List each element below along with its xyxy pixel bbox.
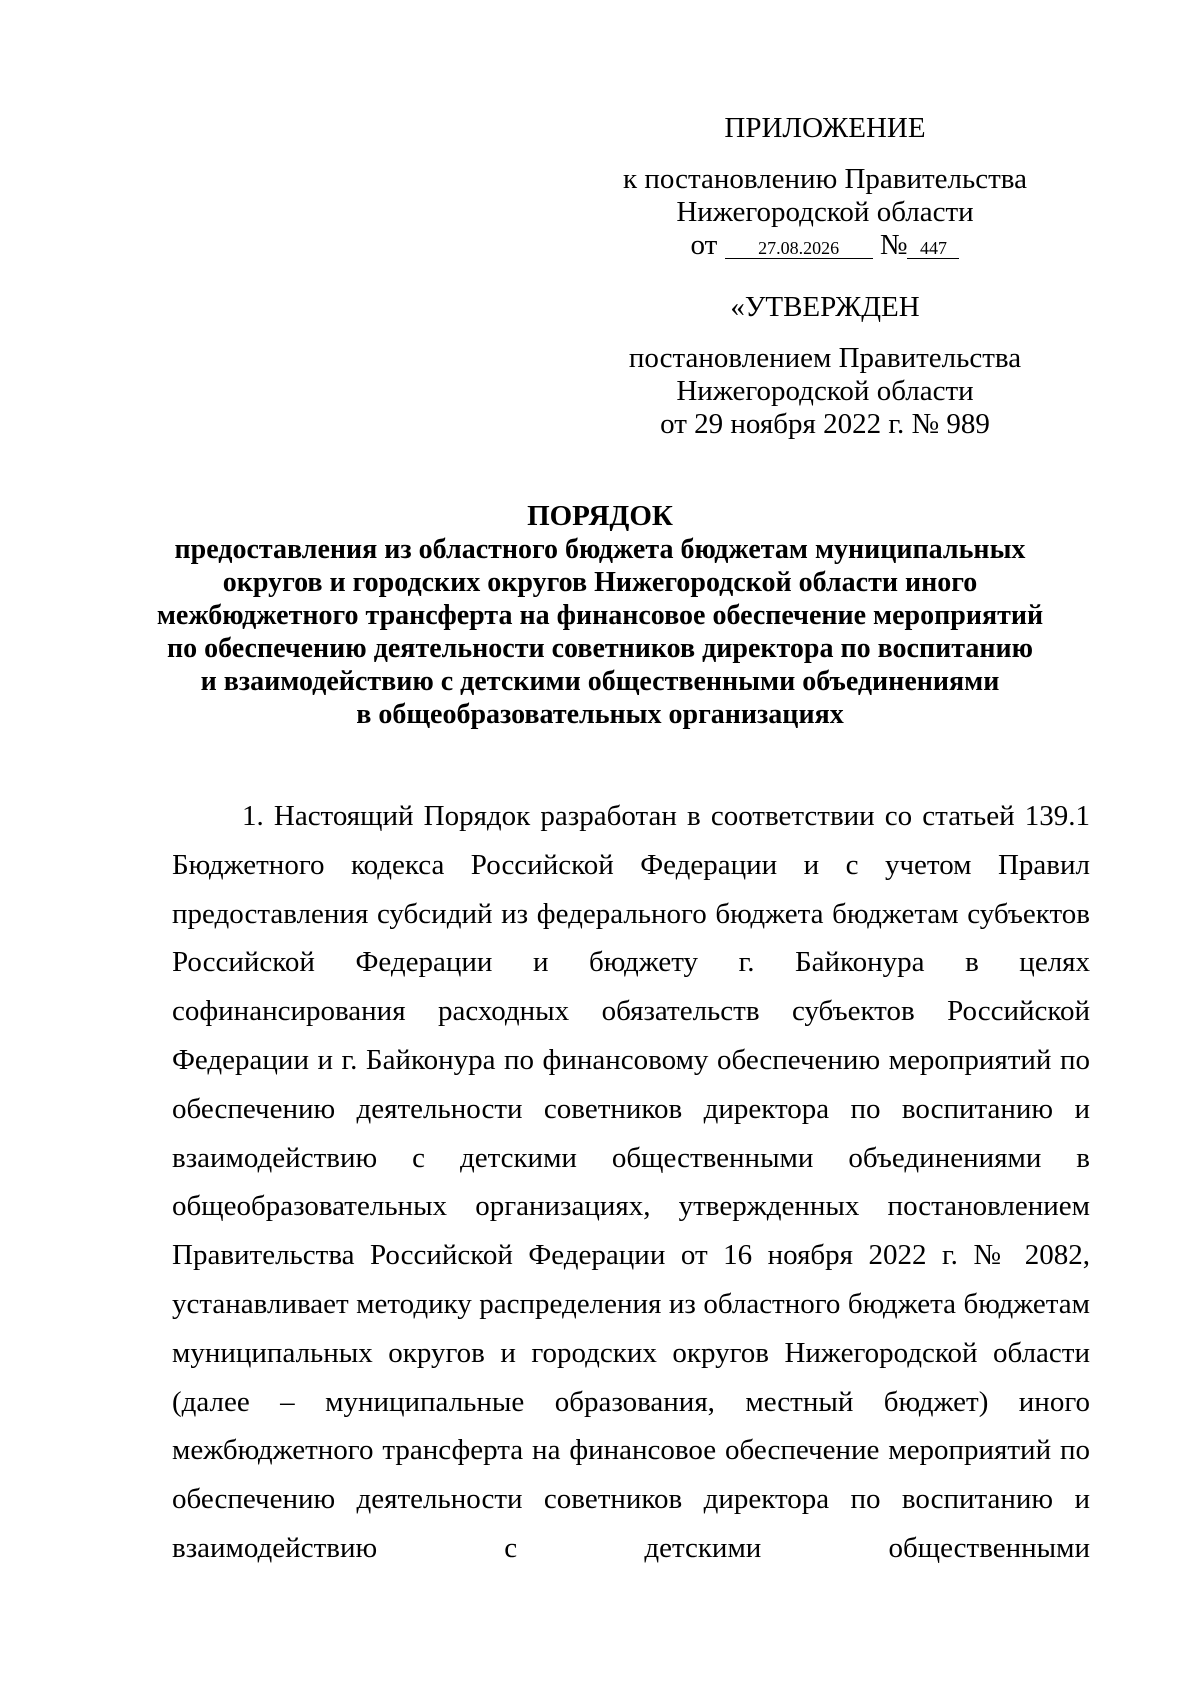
- paragraph-1: 1. Настоящий Порядок разработан в соответствии со статьей 139.1 Бюджетного кодекса Российской Федерации и с учетом Правил предоставления субсидий из федерального бюджета бюджетам субъектов Российской Федерации и бюджету г. Байконура в целях софинансирования расходных обязательств субъектов Российской Федерации и г. Байконура по финансовому обеспечению мероприятий по обеспечению деятельности советников директора по воспитанию и взаимодействию с детскими общественными объединениями в общеобразовательных организациях, утвержденных постановлением Правительства Российской Федерации от 16 ноября 2022 г. № 2082, устанавливает методику распределения из областного бюджета бюджетам муниципальных округов и городских округов Нижегородской области (далее – муниципальные образования, местный бюджет) иного межбюджетного трансферта на финансовое обеспечение мероприятий по обеспечению деятельности советников директора по воспитанию и взаимодействию с детскими общественными: [172, 800, 1090, 1564]
- document-title-line: округов и городских округов Нижегородской области иного: [222, 567, 978, 598]
- number-field: 447: [907, 238, 959, 259]
- document-title-main: ПОРЯДОК: [527, 500, 673, 532]
- document-title-line: предоставления из областного бюджета бюджетам муниципальных: [174, 534, 1026, 565]
- appendix-header: [620, 112, 1030, 262]
- document-title-line: в общеобразовательных организациях: [356, 699, 844, 730]
- appendix-date-line: [620, 229, 1030, 262]
- approved-title: «УТВЕРЖДЕН: [730, 291, 920, 323]
- document-title-line: по обеспечению деятельности советников директора по воспитанию: [167, 633, 1033, 664]
- document-body: [172, 792, 1090, 1573]
- approved-line-2: Нижегородской области: [676, 375, 974, 407]
- document-title: [150, 500, 1050, 731]
- approved-line-3: от 29 ноября 2022 г. № 989: [660, 408, 990, 440]
- document-title-line: и взаимодействию с детскими общественными объединениями: [200, 666, 1000, 697]
- appendix-line-1: к постановлению Правительства: [623, 163, 1027, 195]
- date-prefix: от: [690, 229, 718, 261]
- appendix-title: ПРИЛОЖЕНИЕ: [724, 112, 926, 144]
- approved-line-1: постановлением Правительства: [628, 342, 1022, 374]
- date-field: 27.08.2026: [725, 238, 873, 259]
- number-sign: №: [879, 229, 908, 261]
- appendix-line-2: Нижегородской области: [676, 196, 974, 228]
- approved-stamp: [620, 291, 1030, 441]
- document-title-line: межбюджетного трансферта на финансовое обеспечение мероприятий: [156, 600, 1044, 631]
